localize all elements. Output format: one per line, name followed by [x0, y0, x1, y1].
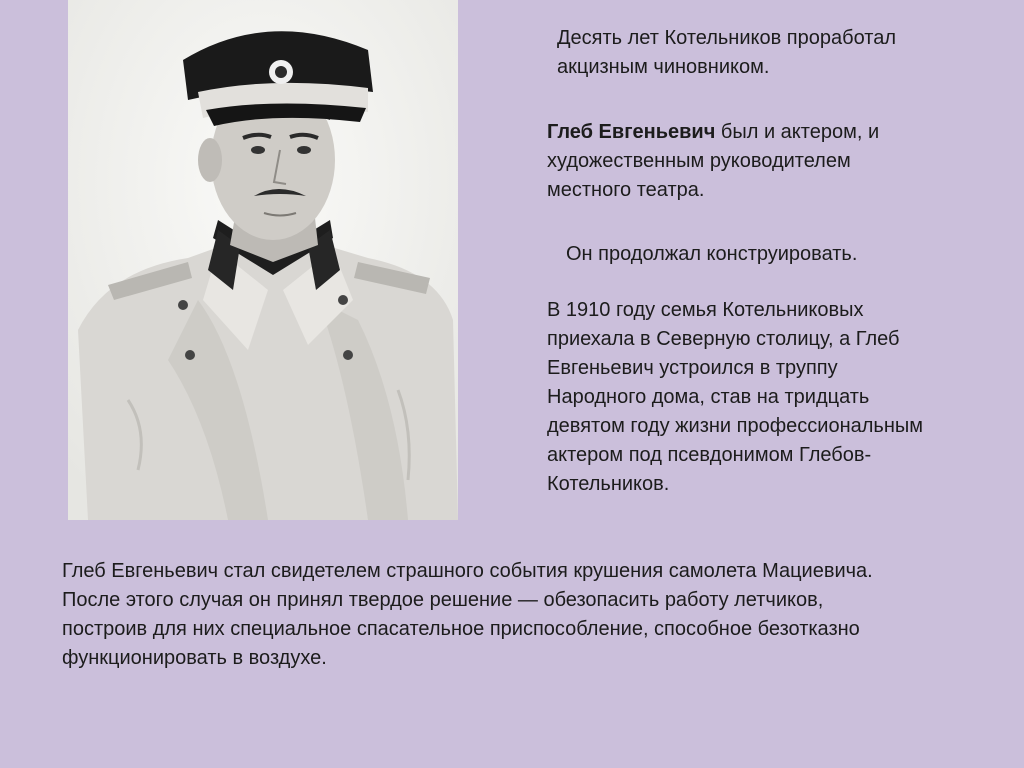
text-line: Он продолжал конструировать. — [566, 243, 858, 265]
text-line: функционировать в воздухе. — [62, 647, 327, 669]
text-line — [547, 118, 987, 147]
text-parachute-decision — [62, 557, 1012, 673]
portrait-photo — [68, 0, 458, 520]
text-line: Народного дома, став на тридцать — [547, 386, 870, 408]
text-line: построив для них специальное спасательное приспособление, способное безотказно — [62, 618, 860, 640]
name-bold: Глеб Евгеньевич — [547, 121, 716, 143]
text-line: девятом году жизни профессиональным — [547, 415, 924, 437]
text-line: В 1910 году семья Котельниковых — [547, 299, 864, 321]
text-line: Десять лет Котельников проработал — [557, 27, 896, 49]
text-line: Глеб Евгеньевич стал свидетелем страшного события крушения самолета Мациевича. — [62, 560, 873, 582]
text-line: После этого случая он принял твердое решение — обезопасить работу летчиков, — [62, 589, 824, 611]
text-1910-move — [547, 296, 1007, 499]
text-excise-official — [557, 24, 997, 82]
text-line: приехала в Северную столицу, а Глеб — [547, 328, 900, 350]
text-line: Котельников. — [547, 473, 670, 495]
text-constructing — [566, 240, 986, 269]
text-fragment: был и актером, и — [715, 121, 880, 143]
text-line: акцизным чиновником. — [557, 56, 770, 78]
text-line: местного театра. — [547, 179, 705, 201]
text-line: Евгеньевич устроился в труппу — [547, 357, 838, 379]
text-line: актером под псевдонимом Глебов- — [547, 444, 872, 466]
portrait-illustration — [68, 0, 458, 520]
text-line: художественным руководителем — [547, 150, 851, 172]
text-theatre — [547, 118, 987, 205]
